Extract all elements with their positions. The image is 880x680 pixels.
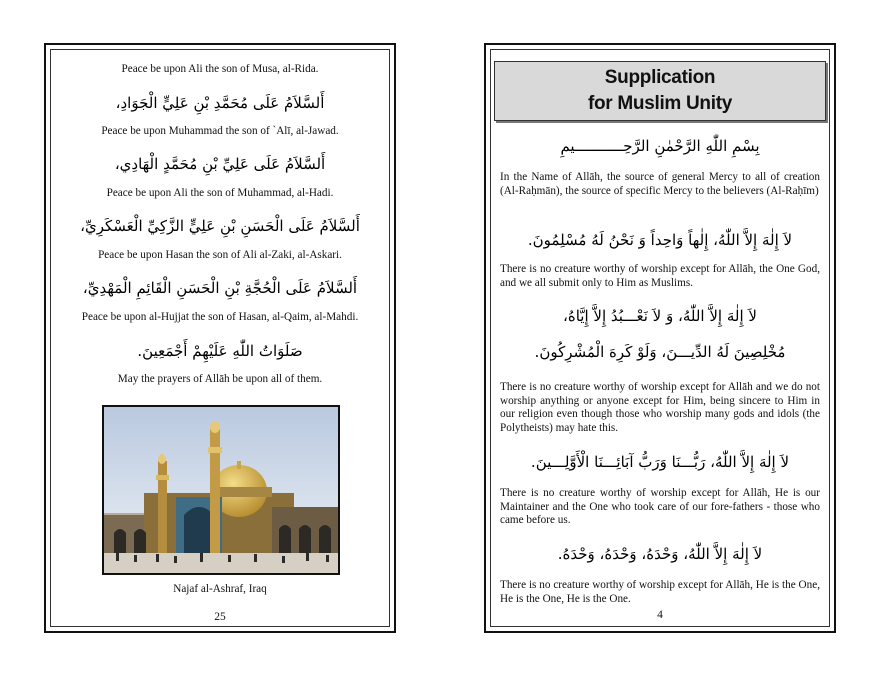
title-box: [494, 61, 826, 121]
left-line-5-en: Peace be upon al-Hujjat the son of Hasan, al-Qaim, al-Mahdi.: [81, 311, 359, 323]
basmala: بِسْمِ اللّٰهِ الرَّحْمٰنِ الرَّحِـــــــــــيمِ: [560, 137, 760, 155]
title-line-2: for Muslim Unity: [587, 93, 733, 114]
arabic-line-2b: مُخْلِصِينَ لَهُ الدِّيـــنَ، وَلَوْ كَرِهَ الْمُشْرِكُونَ.: [534, 343, 786, 361]
title-line-1: Supplication: [604, 67, 716, 88]
photo-caption: Najaf al-Ashraf, Iraq: [173, 583, 267, 595]
left-page: [44, 43, 396, 633]
english-line-1: There is no creature worthy of worship except for Allāh, the One God, and we all submit only to Him as Muslims.: [500, 263, 820, 289]
arabic-line-2a: لاَ إِلٰهَ إِلاَّ اللّٰهُ، وَ لاَ نَعْـــبُدُ إِلاَّ إِيَّاهُ،: [563, 307, 757, 325]
left-line-4-ar: أَلسَّلاَمُ عَلَى الْحُجَّةِ بْنِ الْحَسَنِ الْقَائِمِ الْمَهْدِيِّ،: [82, 279, 358, 297]
arabic-line-4: لاَ إِلٰهَ إِلاَّ اللّٰهُ، وَحْدَهُ، وَحْدَهُ، وَحْدَهُ.: [557, 545, 763, 563]
right-page-number: 4: [657, 609, 663, 621]
shrine-photo: [102, 405, 340, 575]
arabic-line-1: لاَ إِلٰهَ إِلاَّ اللّٰهُ، إِلٰهاً وَاحِداً وَ نَحْنُ لَهُ مُسْلِمُونَ.: [527, 231, 793, 249]
left-line-2-ar: أَلسَّلاَمُ عَلَى عَلِيِّ بْنِ مُحَمَّدٍ الْهَادِي،: [114, 155, 326, 173]
left-line-4-en: Peace be upon Hasan the son of Ali al-Zaki, al-Askari.: [98, 249, 342, 261]
shrine-illustration: [104, 407, 338, 573]
left-line-2-en: Peace be upon Muhammad the son of `Alī, al-Jawad.: [101, 125, 339, 137]
arabic-line-3: لاَ إِلٰهَ إِلاَّ اللّٰهُ، رَبُّـــنَا وَرَبُّ آبَائِـــنَا الْأَوَّلِـــينَ.: [530, 453, 790, 471]
left-line-1-ar: أَلسَّلاَمُ عَلَى مُحَمَّدِ بْنِ عَلِيٍّ الْجَوَادِ،: [115, 94, 325, 112]
left-line-3-ar: أَلسَّلاَمُ عَلَى الْحَسَنِ بْنِ عَلِيٍّ الزَّكِيِّ الْعَسْكَرِيِّ،: [80, 217, 360, 235]
left-line-5-ar: صَلَوَاتُ اللّٰهِ عَلَيْهِمْ أَجْمَعِينَ.: [137, 342, 303, 360]
left-line-3-en: Peace be upon Ali the son of Muhammad, al-Hadi.: [106, 187, 334, 199]
english-line-4: There is no creature worthy of worship except for Allāh, He is the One, He is the One, He is the One.: [500, 579, 820, 605]
left-line-1-en: Peace be upon Ali the son of Musa, al-Rida.: [121, 63, 319, 75]
english-line-3: There is no creature worthy of worship except for Allāh, He is our Maintainer and the One who took care of our fore-fathers - those who came before us.: [500, 487, 820, 526]
right-page: [484, 43, 836, 633]
english-line-2: There is no creature worthy of worship except for Allāh and we do not worship anything or anyone except for Him, being sincere to Him in our religion even though those who worship many gods and idols (the Polytheists) may hate this.: [500, 381, 820, 434]
left-page-number: 25: [214, 611, 226, 623]
left-line-6-en: May the prayers of Allāh be upon all of them.: [117, 373, 323, 385]
intro-text: In the Name of Allāh, the source of general Mercy to all of creation (Al-Raḥmān), the source of specific Mercy to the believers (Al-Raḥīm): [500, 171, 820, 197]
